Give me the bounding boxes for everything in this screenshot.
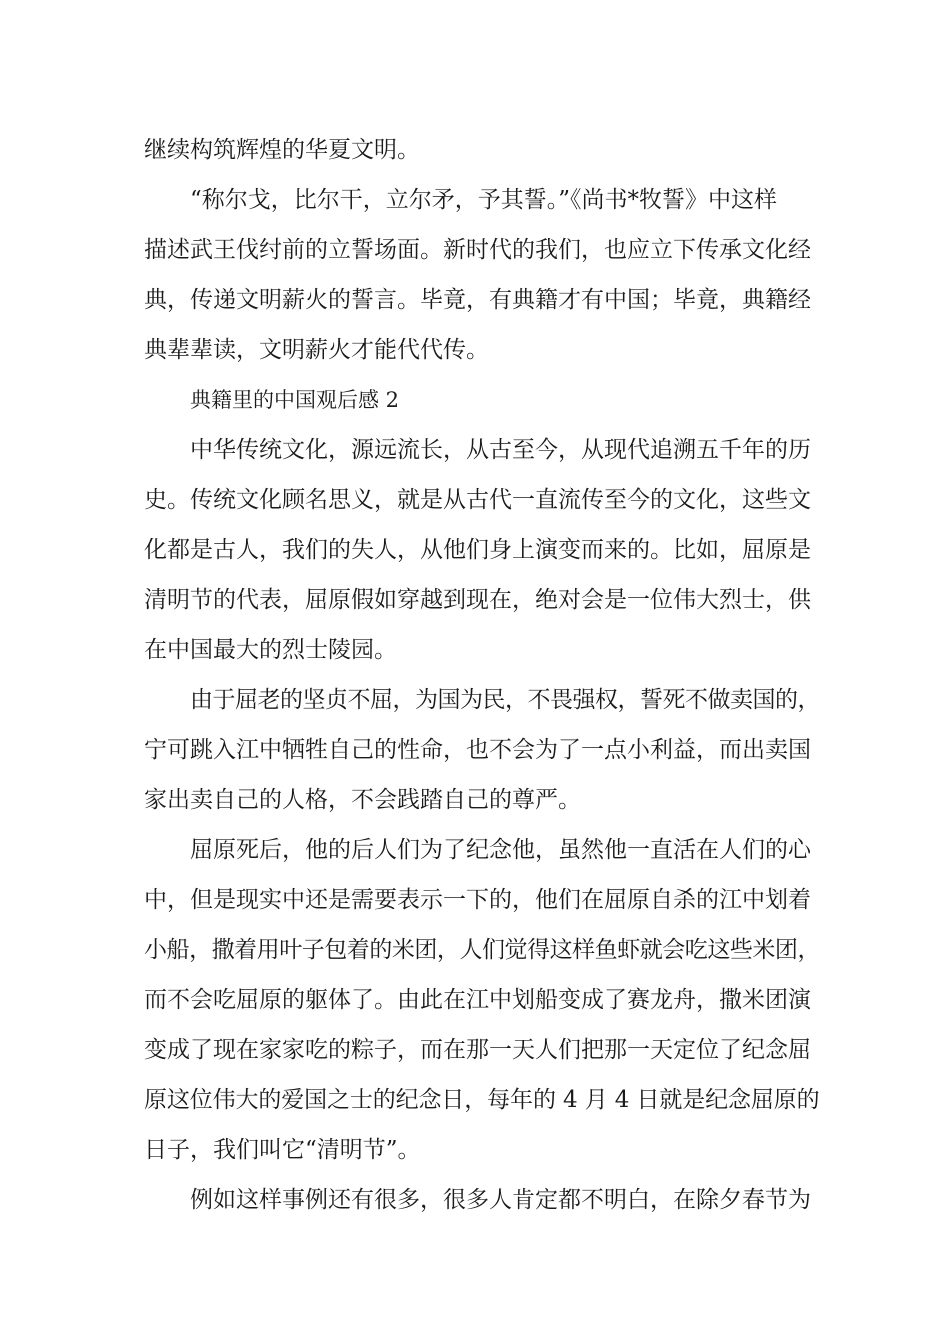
text-line: 清明节的代表，屈原假如穿越到现在，绝对会是一位伟大烈士，供 <box>144 587 811 613</box>
text-line: 在中国最大的烈士陵园。 <box>144 637 397 663</box>
text-line: 变成了现在家家吃的粽子，而在那一天人们把那一天定位了纪念屈 <box>144 1037 811 1063</box>
text-line: 中，但是现实中还是需要表示一下的，他们在屈原自杀的江中划着 <box>144 887 811 913</box>
text-line: 典，传递文明薪火的誓言。毕竟，有典籍才有中国；毕竟，典籍经 <box>144 287 811 313</box>
paragraph-first-line: 屈原死后，他的后人们为了纪念他，虽然他一直活在人们的心 <box>190 837 811 863</box>
text-line: 家出卖自己的人格，不会践踏自己的尊严。 <box>144 787 581 813</box>
paragraph-first-line: 中华传统文化，源远流长，从古至今，从现代追溯五千年的历 <box>190 437 811 463</box>
text-line: 继续构筑辉煌的华夏文明。 <box>144 137 420 163</box>
paragraph-first-line: “称尔戈，比尔干，立尔矛，予其誓。”《尚书*牧誓》中这样 <box>190 187 778 213</box>
text-line: 日子，我们叫它“清明节”。 <box>144 1137 421 1163</box>
text-line: 而不会吃屈原的躯体了。由此在江中划船变成了赛龙舟，撒米团演 <box>144 987 811 1013</box>
text-line: 原这位伟大的爱国之士的纪念日，每年的 4 月 4 日就是纪念屈原的 <box>144 1087 820 1113</box>
paragraph-first-line: 由于屈老的坚贞不屈，为国为民，不畏强权，誓死不做卖国的， <box>190 687 820 713</box>
section-heading: 典籍里的中国观后感 2 <box>190 388 400 412</box>
text-line: 化都是古人，我们的失人，从他们身上演变而来的。比如，屈原是 <box>144 537 811 563</box>
text-line: 宁可跳入江中牺牲自己的性命，也不会为了一点小利益，而出卖国 <box>144 737 811 763</box>
text-line: 描述武王伐纣前的立誓场面。新时代的我们，也应立下传承文化经 <box>144 237 811 263</box>
text-line: 小船，撒着用叶子包着的米团，人们觉得这样鱼虾就会吃这些米团， <box>144 937 821 963</box>
text-line: 典辈辈读，文明薪火才能代代传。 <box>144 337 489 363</box>
paragraph-first-line: 例如这样事例还有很多，很多人肯定都不明白，在除夕春节为 <box>190 1187 811 1213</box>
text-line: 史。传统文化顾名思义，就是从古代一直流传至今的文化，这些文 <box>144 487 811 513</box>
